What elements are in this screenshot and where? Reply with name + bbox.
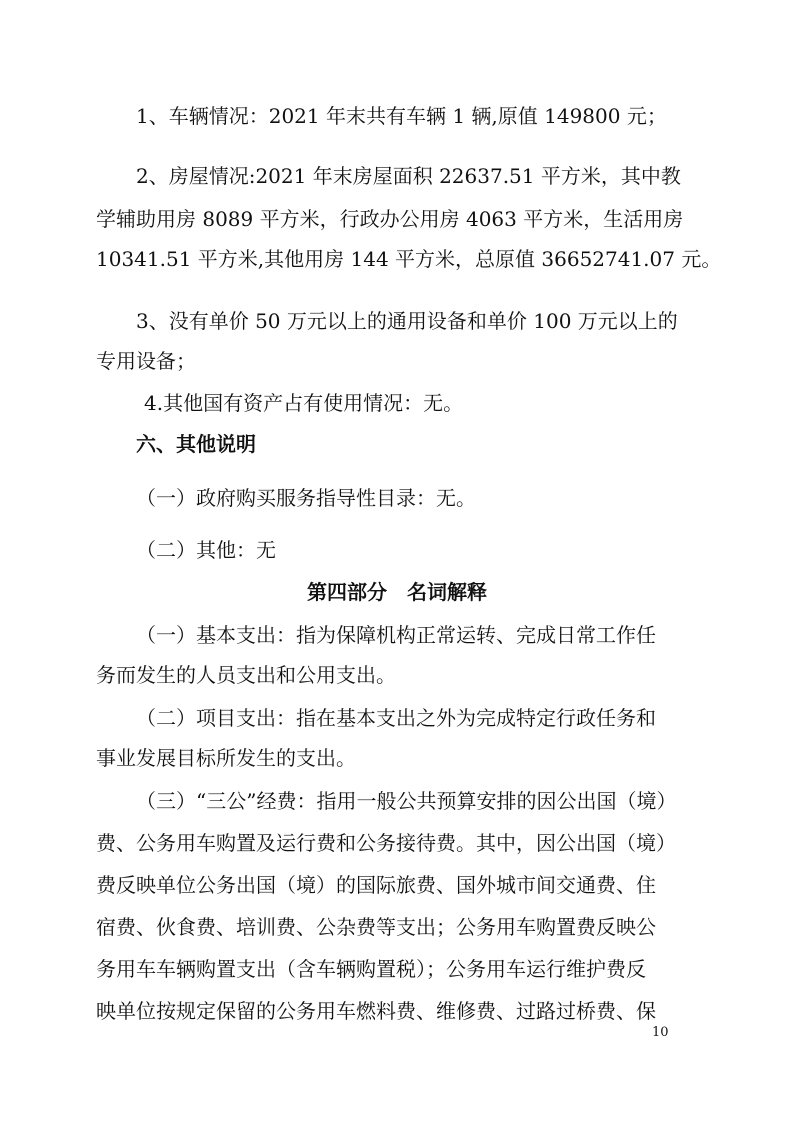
definition-3-line-1: （三）“三公”经费：指用一般公共预算安排的因公出国（境） bbox=[136, 789, 677, 813]
part-4-heading: 第四部分 名词解释 bbox=[307, 580, 487, 604]
definition-3-line-4: 宿费、伙食费、培训费、公杂费等支出；公务用车购置费反映公 bbox=[96, 915, 656, 939]
definition-2-line-1: （二）项目支出：指在基本支出之外为完成特定行政任务和 bbox=[136, 706, 656, 730]
asset-item-1-line-1: 1、车辆情况：2021 年末共有车辆 1 辆,原值 149800 元； bbox=[136, 104, 667, 128]
asset-item-2-line-3: 10341.51 平方米,其他用房 144 平方米，总原值 36652741.07 元。 bbox=[96, 247, 722, 271]
asset-item-4-line-1: 4.其他国有资产占有使用情况：无。 bbox=[144, 391, 464, 415]
asset-item-3-line-1: 3、没有单价 50 万元以上的通用设备和单价 100 万元以上的 bbox=[136, 309, 678, 333]
definition-2-line-2: 事业发展目标所发生的支出。 bbox=[96, 746, 356, 770]
definition-1-line-2: 务而发生的人员支出和公用支出。 bbox=[96, 663, 396, 687]
definition-3-line-3: 费反映单位公务出国（境）的国际旅费、国外城市间交通费、住 bbox=[96, 873, 656, 897]
asset-item-2-line-1: 2、房屋情况:2021 年末房屋面积 22637.51 平方米，其中教 bbox=[136, 164, 681, 188]
section-6-paragraph-2: （二）其他：无 bbox=[136, 538, 276, 562]
asset-item-2-line-2: 学辅助用房 8089 平方米，行政办公用房 4063 平方米，生活用房 bbox=[96, 207, 684, 231]
section-6-paragraph-1: （一）政府购买服务指导性目录：无。 bbox=[136, 486, 476, 510]
definition-3-line-2: 费、公务用车购置及运行费和公务接待费。其中，因公出国（境） bbox=[96, 831, 676, 855]
section-6-heading: 六、其他说明 bbox=[136, 432, 256, 456]
definition-1-line-1: （一）基本支出：指为保障机构正常运转、完成日常工作任 bbox=[136, 623, 656, 647]
asset-item-3-line-2: 专用设备； bbox=[96, 349, 196, 373]
definition-3-line-5: 务用车车辆购置支出（含车辆购置税）；公务用车运行维护费反 bbox=[96, 957, 646, 981]
page-number: 10 bbox=[652, 1025, 669, 1040]
definition-3-line-6: 映单位按规定保留的公务用车燃料费、维修费、过路过桥费、保 bbox=[96, 999, 656, 1023]
